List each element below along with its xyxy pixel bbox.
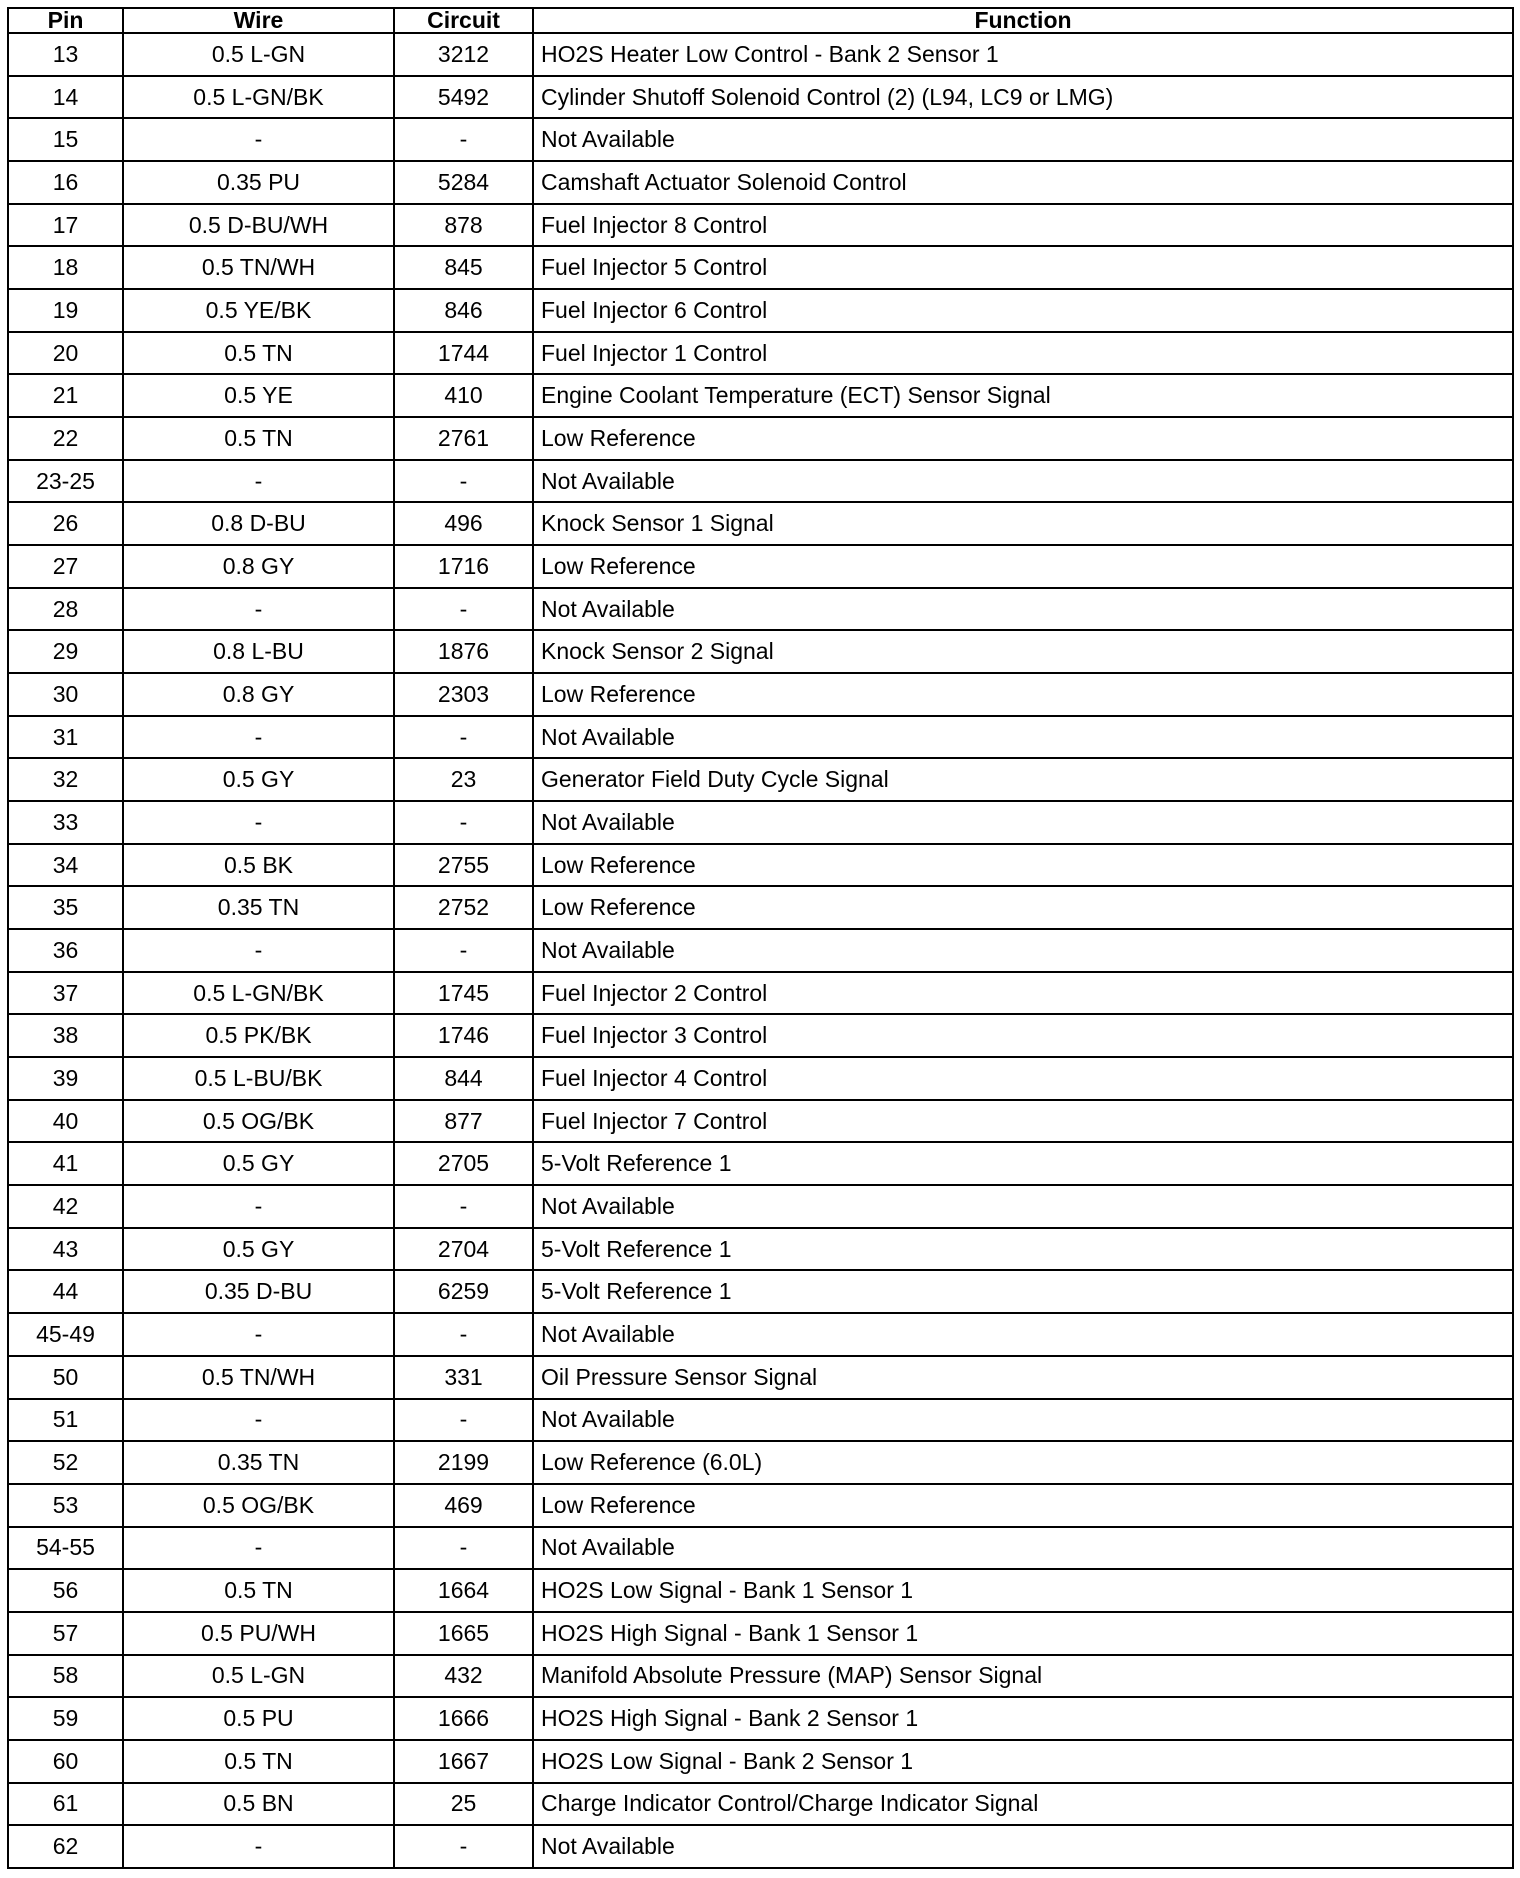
cell-circuit: - — [394, 929, 533, 972]
cell-function: Cylinder Shutoff Solenoid Control (2) (L94, LC9 or LMG) — [533, 76, 1513, 119]
cell-circuit: - — [394, 801, 533, 844]
cell-function: Not Available — [533, 1527, 1513, 1570]
pinout-table — [7, 7, 1514, 1869]
cell-wire: - — [123, 1527, 394, 1570]
cell-circuit: 2755 — [394, 844, 533, 887]
cell-pin: 40 — [8, 1100, 123, 1143]
cell-wire: 0.5 L-GN/BK — [123, 972, 394, 1015]
table-row — [8, 1740, 1513, 1783]
table-row — [8, 1783, 1513, 1826]
table-row — [8, 161, 1513, 204]
cell-function: Not Available — [533, 716, 1513, 759]
cell-pin: 36 — [8, 929, 123, 972]
cell-pin: 27 — [8, 545, 123, 588]
table-row — [8, 332, 1513, 375]
cell-pin: 60 — [8, 1740, 123, 1783]
cell-wire: 0.5 L-GN — [123, 1655, 394, 1698]
cell-circuit: 878 — [394, 204, 533, 247]
table-row — [8, 1399, 1513, 1442]
cell-circuit: 6259 — [394, 1270, 533, 1313]
cell-circuit: 1716 — [394, 545, 533, 588]
cell-wire: 0.5 TN — [123, 332, 394, 375]
cell-function: Fuel Injector 7 Control — [533, 1100, 1513, 1143]
cell-pin: 15 — [8, 118, 123, 161]
cell-wire: - — [123, 1313, 394, 1356]
table-row — [8, 460, 1513, 503]
cell-function: HO2S Heater Low Control - Bank 2 Sensor 1 — [533, 33, 1513, 76]
cell-function: Low Reference (6.0L) — [533, 1441, 1513, 1484]
cell-circuit: 1746 — [394, 1014, 533, 1057]
cell-circuit: 469 — [394, 1484, 533, 1527]
table-row — [8, 1484, 1513, 1527]
table-row — [8, 502, 1513, 545]
cell-pin: 23-25 — [8, 460, 123, 503]
cell-wire: 0.5 TN — [123, 1569, 394, 1612]
cell-wire: 0.5 OG/BK — [123, 1484, 394, 1527]
table-row — [8, 630, 1513, 673]
cell-circuit: 1665 — [394, 1612, 533, 1655]
cell-pin: 52 — [8, 1441, 123, 1484]
table-row — [8, 417, 1513, 460]
cell-wire: 0.5 TN/WH — [123, 1356, 394, 1399]
cell-wire: 0.5 PK/BK — [123, 1014, 394, 1057]
cell-wire: 0.5 OG/BK — [123, 1100, 394, 1143]
cell-pin: 50 — [8, 1356, 123, 1399]
cell-function: HO2S Low Signal - Bank 2 Sensor 1 — [533, 1740, 1513, 1783]
table-row — [8, 1014, 1513, 1057]
cell-pin: 44 — [8, 1270, 123, 1313]
cell-pin: 61 — [8, 1783, 123, 1826]
table-row — [8, 1612, 1513, 1655]
cell-circuit: 5492 — [394, 76, 533, 119]
cell-wire: 0.8 GY — [123, 545, 394, 588]
cell-wire: 0.5 GY — [123, 758, 394, 801]
table-row — [8, 844, 1513, 887]
cell-wire: 0.5 PU/WH — [123, 1612, 394, 1655]
cell-wire: - — [123, 1185, 394, 1228]
table-row — [8, 545, 1513, 588]
cell-wire: - — [123, 716, 394, 759]
cell-pin: 35 — [8, 886, 123, 929]
cell-circuit: 2752 — [394, 886, 533, 929]
cell-wire: - — [123, 588, 394, 631]
cell-pin: 38 — [8, 1014, 123, 1057]
cell-function: Not Available — [533, 801, 1513, 844]
cell-circuit: - — [394, 460, 533, 503]
cell-circuit: 2199 — [394, 1441, 533, 1484]
cell-wire: 0.35 TN — [123, 1441, 394, 1484]
cell-function: HO2S High Signal - Bank 2 Sensor 1 — [533, 1697, 1513, 1740]
cell-wire: - — [123, 118, 394, 161]
cell-pin: 57 — [8, 1612, 123, 1655]
cell-wire: - — [123, 1399, 394, 1442]
cell-pin: 32 — [8, 758, 123, 801]
cell-function: Low Reference — [533, 417, 1513, 460]
table-row — [8, 1697, 1513, 1740]
cell-wire: 0.5 L-GN — [123, 33, 394, 76]
cell-function: Fuel Injector 8 Control — [533, 204, 1513, 247]
cell-circuit: 2761 — [394, 417, 533, 460]
header-circuit: Circuit — [394, 8, 533, 33]
cell-wire: 0.5 TN — [123, 1740, 394, 1783]
cell-pin: 41 — [8, 1142, 123, 1185]
cell-pin: 54-55 — [8, 1527, 123, 1570]
cell-wire: 0.5 GY — [123, 1142, 394, 1185]
cell-circuit: - — [394, 716, 533, 759]
cell-wire: 0.35 PU — [123, 161, 394, 204]
cell-circuit: 1745 — [394, 972, 533, 1015]
cell-pin: 53 — [8, 1484, 123, 1527]
cell-function: Not Available — [533, 1825, 1513, 1868]
cell-pin: 17 — [8, 204, 123, 247]
cell-pin: 16 — [8, 161, 123, 204]
cell-circuit: 1666 — [394, 1697, 533, 1740]
cell-wire: 0.8 L-BU — [123, 630, 394, 673]
cell-function: Fuel Injector 4 Control — [533, 1057, 1513, 1100]
cell-circuit: 331 — [394, 1356, 533, 1399]
table-row — [8, 33, 1513, 76]
table-row — [8, 758, 1513, 801]
cell-circuit: 496 — [394, 502, 533, 545]
cell-function: Camshaft Actuator Solenoid Control — [533, 161, 1513, 204]
cell-function: Not Available — [533, 588, 1513, 631]
cell-function: Not Available — [533, 1313, 1513, 1356]
cell-wire: 0.5 YE/BK — [123, 289, 394, 332]
cell-wire: 0.5 PU — [123, 1697, 394, 1740]
cell-wire: 0.35 TN — [123, 886, 394, 929]
cell-wire: 0.8 D-BU — [123, 502, 394, 545]
cell-circuit: 3212 — [394, 33, 533, 76]
cell-function: Fuel Injector 3 Control — [533, 1014, 1513, 1057]
cell-function: Knock Sensor 2 Signal — [533, 630, 1513, 673]
cell-pin: 19 — [8, 289, 123, 332]
cell-pin: 18 — [8, 246, 123, 289]
cell-function: Not Available — [533, 460, 1513, 503]
cell-function: Not Available — [533, 118, 1513, 161]
cell-function: 5-Volt Reference 1 — [533, 1142, 1513, 1185]
cell-wire: 0.5 L-BU/BK — [123, 1057, 394, 1100]
cell-function: Low Reference — [533, 886, 1513, 929]
cell-circuit: - — [394, 588, 533, 631]
cell-circuit: 845 — [394, 246, 533, 289]
table-row — [8, 1356, 1513, 1399]
cell-function: Knock Sensor 1 Signal — [533, 502, 1513, 545]
cell-circuit: 432 — [394, 1655, 533, 1698]
cell-function: Oil Pressure Sensor Signal — [533, 1356, 1513, 1399]
table-row — [8, 1655, 1513, 1698]
cell-function: Manifold Absolute Pressure (MAP) Sensor Signal — [533, 1655, 1513, 1698]
table-row — [8, 76, 1513, 119]
table-row — [8, 1228, 1513, 1271]
table-row — [8, 1825, 1513, 1868]
cell-pin: 34 — [8, 844, 123, 887]
cell-pin: 58 — [8, 1655, 123, 1698]
table-row — [8, 374, 1513, 417]
cell-pin: 51 — [8, 1399, 123, 1442]
table-row — [8, 886, 1513, 929]
cell-wire: 0.5 TN/WH — [123, 246, 394, 289]
cell-pin: 22 — [8, 417, 123, 460]
table-row — [8, 1313, 1513, 1356]
cell-pin: 29 — [8, 630, 123, 673]
table-row — [8, 1527, 1513, 1570]
cell-circuit: 5284 — [394, 161, 533, 204]
cell-pin: 56 — [8, 1569, 123, 1612]
cell-circuit: 2303 — [394, 673, 533, 716]
cell-wire: 0.5 YE — [123, 374, 394, 417]
cell-pin: 59 — [8, 1697, 123, 1740]
cell-function: 5-Volt Reference 1 — [533, 1270, 1513, 1313]
cell-function: Low Reference — [533, 673, 1513, 716]
cell-wire: - — [123, 801, 394, 844]
cell-pin: 13 — [8, 33, 123, 76]
cell-pin: 37 — [8, 972, 123, 1015]
cell-function: Charge Indicator Control/Charge Indicator Signal — [533, 1783, 1513, 1826]
cell-function: HO2S High Signal - Bank 1 Sensor 1 — [533, 1612, 1513, 1655]
cell-wire: 0.35 D-BU — [123, 1270, 394, 1313]
cell-circuit: - — [394, 1527, 533, 1570]
cell-wire: 0.5 BN — [123, 1783, 394, 1826]
table-row — [8, 972, 1513, 1015]
cell-wire: 0.5 TN — [123, 417, 394, 460]
cell-pin: 43 — [8, 1228, 123, 1271]
cell-pin: 39 — [8, 1057, 123, 1100]
cell-circuit: 1876 — [394, 630, 533, 673]
header-row — [8, 8, 1513, 33]
cell-circuit: - — [394, 118, 533, 161]
cell-wire: 0.5 L-GN/BK — [123, 76, 394, 119]
table-body — [8, 33, 1513, 1868]
cell-circuit: 877 — [394, 1100, 533, 1143]
table-row — [8, 1441, 1513, 1484]
cell-wire: - — [123, 1825, 394, 1868]
cell-pin: 28 — [8, 588, 123, 631]
cell-function: Fuel Injector 1 Control — [533, 332, 1513, 375]
connector-pinout-sheet — [7, 7, 1512, 1869]
cell-circuit: 1744 — [394, 332, 533, 375]
header-wire: Wire — [123, 8, 394, 33]
cell-circuit: 1664 — [394, 1569, 533, 1612]
cell-pin: 14 — [8, 76, 123, 119]
cell-pin: 62 — [8, 1825, 123, 1868]
cell-function: Low Reference — [533, 545, 1513, 588]
cell-pin: 20 — [8, 332, 123, 375]
table-row — [8, 1569, 1513, 1612]
cell-function: HO2S Low Signal - Bank 1 Sensor 1 — [533, 1569, 1513, 1612]
table-row — [8, 1185, 1513, 1228]
cell-circuit: - — [394, 1185, 533, 1228]
cell-function: Fuel Injector 2 Control — [533, 972, 1513, 1015]
cell-circuit: - — [394, 1825, 533, 1868]
cell-circuit: 2704 — [394, 1228, 533, 1271]
cell-circuit: - — [394, 1399, 533, 1442]
table-row — [8, 289, 1513, 332]
cell-function: Engine Coolant Temperature (ECT) Sensor Signal — [533, 374, 1513, 417]
cell-circuit: 2705 — [394, 1142, 533, 1185]
header-function: Function — [533, 8, 1513, 33]
cell-pin: 33 — [8, 801, 123, 844]
cell-wire: - — [123, 460, 394, 503]
cell-circuit: 23 — [394, 758, 533, 801]
cell-function: 5-Volt Reference 1 — [533, 1228, 1513, 1271]
cell-function: Low Reference — [533, 1484, 1513, 1527]
table-row — [8, 801, 1513, 844]
cell-pin: 30 — [8, 673, 123, 716]
cell-function: Not Available — [533, 1399, 1513, 1442]
cell-wire: - — [123, 929, 394, 972]
cell-function: Not Available — [533, 929, 1513, 972]
cell-circuit: 25 — [394, 1783, 533, 1826]
cell-circuit: 844 — [394, 1057, 533, 1100]
table-row — [8, 118, 1513, 161]
cell-function: Fuel Injector 6 Control — [533, 289, 1513, 332]
cell-circuit: - — [394, 1313, 533, 1356]
table-row — [8, 1270, 1513, 1313]
table-row — [8, 929, 1513, 972]
cell-circuit: 410 — [394, 374, 533, 417]
table-row — [8, 588, 1513, 631]
table-row — [8, 1142, 1513, 1185]
cell-wire: 0.5 D-BU/WH — [123, 204, 394, 247]
cell-wire: 0.5 BK — [123, 844, 394, 887]
cell-wire: 0.8 GY — [123, 673, 394, 716]
table-row — [8, 673, 1513, 716]
cell-pin: 26 — [8, 502, 123, 545]
cell-function: Not Available — [533, 1185, 1513, 1228]
table-row — [8, 716, 1513, 759]
cell-function: Generator Field Duty Cycle Signal — [533, 758, 1513, 801]
cell-function: Fuel Injector 5 Control — [533, 246, 1513, 289]
header-pin: Pin — [8, 8, 123, 33]
table-row — [8, 1100, 1513, 1143]
table-row — [8, 246, 1513, 289]
cell-wire: 0.5 GY — [123, 1228, 394, 1271]
cell-pin: 31 — [8, 716, 123, 759]
cell-circuit: 846 — [394, 289, 533, 332]
cell-pin: 45-49 — [8, 1313, 123, 1356]
table-row — [8, 204, 1513, 247]
table-row — [8, 1057, 1513, 1100]
cell-pin: 42 — [8, 1185, 123, 1228]
cell-circuit: 1667 — [394, 1740, 533, 1783]
cell-pin: 21 — [8, 374, 123, 417]
cell-function: Low Reference — [533, 844, 1513, 887]
